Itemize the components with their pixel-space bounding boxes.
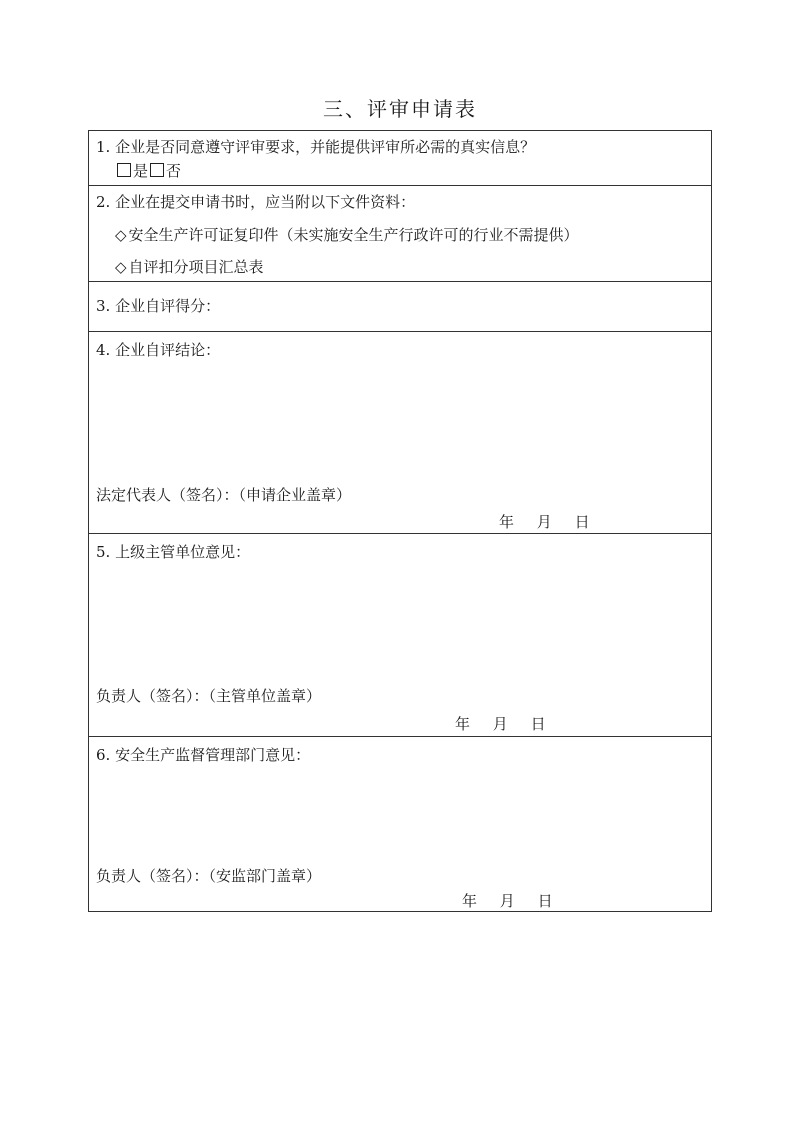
legal-rep-signature: 法定代表人（签名）：（申请企业盖章） [96,486,352,504]
no-checkbox[interactable] [150,163,164,177]
signature-date [455,714,546,734]
date-day: 日 [574,513,590,531]
section-safety-dept-opinion [89,737,711,911]
diamond-icon: ◇ [115,226,127,244]
application-form [88,130,712,912]
date-year: 年 [499,513,515,531]
diamond-icon: ◇ [115,258,127,276]
self-conclusion-label: 4. 企业自评结论： [96,341,221,359]
safety-dept-signature: 负责人（签名）：（安监部门盖章） [96,867,322,885]
signature-date [462,891,553,911]
section-attachments [89,186,711,282]
yes-checkbox[interactable] [117,163,131,177]
attachments-heading: 2. 企业在提交申请书时，应当附以下文件资料： [96,193,416,211]
supervisor-opinion-label: 5. 上级主管单位意见： [96,543,251,561]
consent-question: 1. 企业是否同意遵守评审要求，并能提供评审所必需的真实信息？ [96,138,536,156]
section-self-conclusion [89,332,711,534]
section-supervisor-opinion [89,534,711,737]
yes-label: 是 [133,162,149,180]
attachment-item [115,257,264,277]
section-self-score [89,282,711,332]
section-consent [89,131,711,186]
safety-dept-opinion-label: 6. 安全生产监督管理部门意见： [96,746,311,764]
date-month: 月 [536,513,552,531]
date-day: 日 [530,715,546,733]
attachment-item-label: 安全生产许可证复印件（未实施安全生产行政许可的行业不需提供） [128,226,579,244]
date-month: 月 [492,715,508,733]
date-day: 日 [537,892,553,910]
date-month: 月 [499,892,515,910]
attachment-item [115,225,579,245]
no-label: 否 [166,162,182,180]
consent-options [115,161,181,181]
date-year: 年 [462,892,478,910]
date-year: 年 [455,715,471,733]
self-score-label: 3. 企业自评得分： [96,297,221,315]
page-title: 三、评审申请表 [323,97,477,121]
attachment-item-label: 自评扣分项目汇总表 [128,258,264,276]
signature-date [499,512,590,532]
supervisor-signature: 负责人（签名）：（主管单位盖章） [96,687,322,705]
